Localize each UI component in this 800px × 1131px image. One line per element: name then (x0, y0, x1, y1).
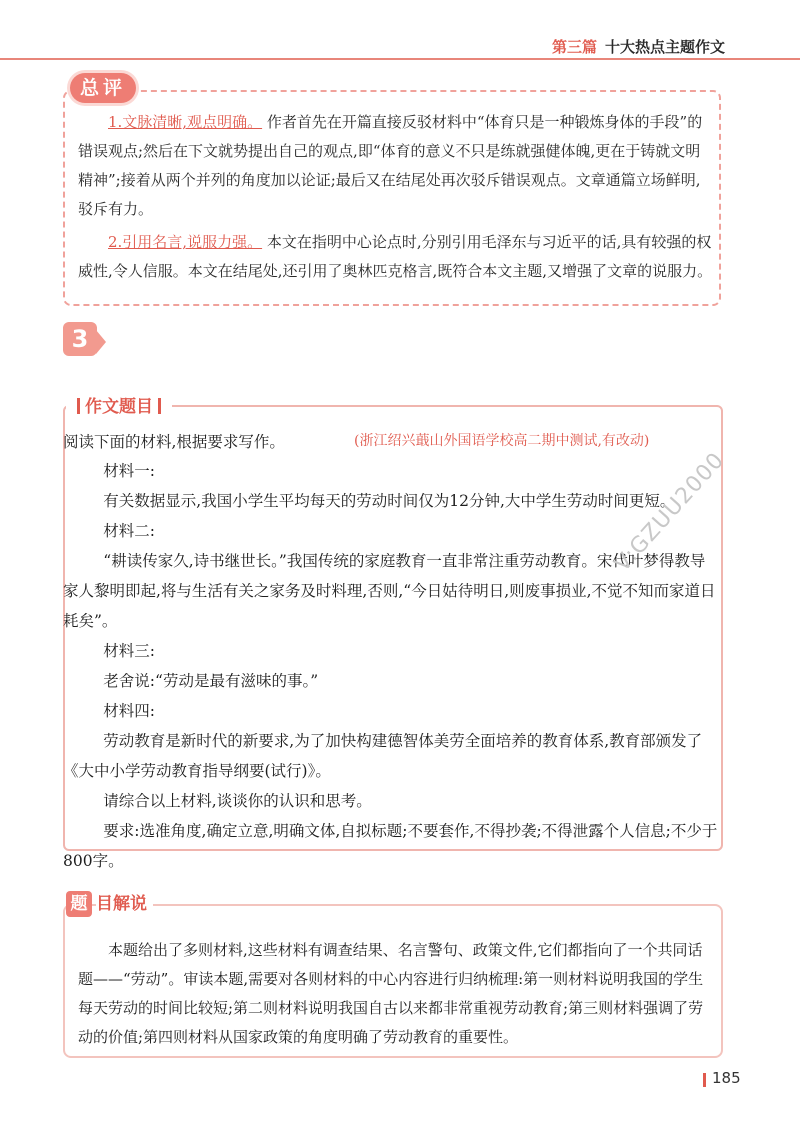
watermark: V:GZUU2000 (610, 447, 730, 577)
item-number-badge: 3 (63, 322, 97, 356)
analysis-title: 目解说 (96, 891, 153, 917)
summary-point-1 (78, 108, 714, 224)
header-title: 十大热点主题作文 (604, 38, 725, 56)
header-section: 第三篇 (551, 38, 597, 56)
summary-point-1-title: 1.文脉清晰,观点明确。 (108, 113, 263, 131)
topic-paragraph: 有关数据显示,我国小学生平均每天的劳动时间仅为12分钟,大中学生劳动时间更短。 (103, 492, 676, 510)
topic-paragraph: “耕读传家久,诗书继世长。”我国传统的家庭教育一直非常注重劳动教育。宋代叶梦得教导家人黎明即起,将与生活有关之家务及时料理,否则,“今日姑待明日,则废事损业,不觉不知而家道日耗矣”。 (63, 552, 716, 630)
topic-paragraph: 材料一: (103, 462, 156, 480)
topic-source: (浙江绍兴蕺山外国语学校高二期中测试,有改动) (354, 433, 650, 449)
header-divider (0, 58, 800, 60)
page-number-bar (703, 1073, 706, 1087)
summary-point-2-title: 2.引用名言,说服力强。 (108, 233, 263, 251)
summary-badge: 总评 (70, 73, 136, 103)
topic-paragraph: 老舍说:“劳动是最有滋味的事。” (103, 672, 319, 690)
topic-paragraph: 要求:选准角度,确定立意,明确文体,自拟标题;不要套作,不得抄袭;不得泄露个人信息;不少于800字。 (63, 822, 718, 870)
summary-point-1-text: 作者首先在开篇直接反驳材料中“体育只是一种锻炼身体的手段”的错误观点;然后在下文就势提出自己的观点,即“体育的意义不只是练就强健体魄,更在于铸就文明精神”;接着从两个并列的角度加以论证;最后又在结尾处再次驳斥错误观点。文章通篇立场鲜明,驳斥有力。 (78, 113, 703, 218)
item-number-tail (96, 330, 106, 354)
page-header (552, 36, 725, 57)
analysis-text: 本题给出了多则材料,这些材料有调查结果、名言警句、政策文件,它们都指向了一个共同话题——“劳动”。审读本题,需要对各则材料的中心内容进行归纳梳理:第一则材料说明我国的学生每天劳动的时间比较短;第二则材料说明我国自古以来都非常重视劳动教育;第三则材料强调了劳动的价值;第四则材料从国家政策的角度明确了劳动教育的重要性。 (78, 941, 704, 1046)
analysis-body (78, 936, 714, 1052)
analysis-badge: 题 (66, 891, 92, 917)
topic-label-text: 作文题目 (85, 397, 153, 417)
topic-label-bar-left (77, 398, 80, 414)
topic-intro: 阅读下面的材料,根据要求写作。 (63, 433, 285, 451)
summary-body (78, 108, 714, 290)
topic-label-bar-right (158, 398, 161, 414)
summary-point-2 (78, 228, 714, 286)
topic-body (63, 456, 718, 876)
topic-label (66, 392, 172, 417)
summary-point-2-text: 本文在指明中心论点时,分别引用毛泽东与习近平的话,具有较强的权威性,令人信服。本文在结尾处,还引用了奥林匹克格言,既符合本文主题,又增强了文章的说服力。 (78, 233, 713, 280)
topic-paragraph: 材料三: (103, 642, 156, 660)
topic-paragraph: 材料四: (103, 702, 156, 720)
topic-paragraph: 材料二: (103, 522, 156, 540)
topic-paragraph: 请综合以上材料,谈谈你的认识和思考。 (103, 792, 372, 810)
page-number: 185 (712, 1069, 741, 1087)
topic-paragraph: 劳动教育是新时代的新要求,为了加快构建德智体美劳全面培养的教育体系,教育部颁发了《大中小学劳动教育指导纲要(试行)》。 (63, 732, 703, 780)
